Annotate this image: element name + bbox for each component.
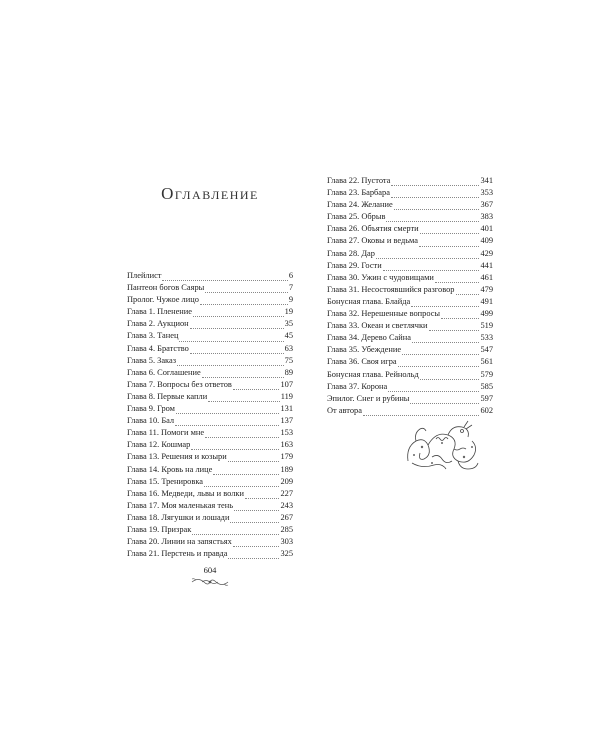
toc-entry	[327, 187, 493, 199]
toc-entry-page: 579	[480, 369, 493, 379]
toc-entry	[127, 464, 293, 476]
toc-entry	[327, 381, 493, 393]
toc-entry-title: Глава 8. Первые капли	[127, 391, 208, 401]
toc-entry	[127, 548, 293, 560]
toc-dot-leader	[162, 274, 287, 281]
toc-dot-leader	[176, 407, 279, 414]
toc-dot-leader	[175, 419, 279, 426]
toc-list-right	[327, 175, 493, 417]
page-footer	[127, 565, 293, 588]
toc-entry-page: 367	[480, 200, 493, 210]
toc-entry-page: 409	[480, 236, 493, 246]
toc-entry-page: 429	[480, 248, 493, 258]
toc-entry-title: Глава 5. Заказ	[127, 355, 177, 365]
toc-entry-page: 533	[480, 333, 493, 343]
page-title: Оглавление	[161, 184, 259, 203]
toc-entry	[127, 294, 293, 306]
toc-dot-leader	[394, 203, 480, 210]
toc-entry-title: Глава 1. Пленение	[127, 307, 192, 317]
toc-dot-leader	[191, 443, 279, 450]
toc-entry-page: 89	[284, 367, 293, 377]
toc-entry-page: 519	[480, 321, 493, 331]
toc-dot-leader	[402, 348, 479, 355]
toc-dot-leader	[411, 300, 479, 307]
toc-entry-page: 479	[480, 284, 493, 294]
toc-dot-leader	[234, 504, 279, 511]
toc-dot-leader	[190, 322, 284, 329]
toc-dot-leader	[441, 312, 479, 319]
toc-entry-page: 7	[288, 283, 293, 293]
toc-entry-title: Глава 26. Объятия смерти	[327, 224, 419, 234]
toc-entry-title: Глава 2. Аукцион	[127, 319, 189, 329]
toc-entry-page: 131	[280, 404, 293, 414]
toc-dot-leader	[233, 540, 280, 547]
toc-dot-leader	[245, 492, 280, 499]
toc-entry-page: 285	[280, 524, 293, 534]
toc-entry-title: Бонусная глава. Блайда	[327, 296, 411, 306]
toc-entry	[327, 344, 493, 356]
toc-dot-leader	[388, 385, 479, 392]
toc-entry-title: Глава 34. Дерево Сайна	[327, 333, 411, 343]
toc-dot-leader	[412, 336, 480, 343]
toc-entry	[327, 284, 493, 296]
toc-dot-leader	[205, 431, 279, 438]
toc-entry-title: Глава 9. Гром	[127, 404, 175, 414]
toc-dot-leader	[233, 383, 280, 390]
toc-entry-title: Глава 22. Пустота	[327, 176, 391, 185]
toc-entry-page: 491	[480, 296, 493, 306]
toc-entry-page: 209	[280, 476, 293, 486]
toc-entry	[127, 282, 293, 294]
toc-dot-leader	[429, 324, 480, 331]
toc-entry	[127, 270, 293, 282]
toc-entry-page: 179	[280, 452, 293, 462]
toc-entry-page: 75	[284, 355, 293, 365]
toc-entry	[127, 512, 293, 524]
toc-entry	[127, 488, 293, 500]
toc-entry-title: Глава 20. Линии на запястьях	[127, 537, 232, 547]
toc-entry	[327, 296, 493, 308]
toc-entry	[327, 332, 493, 344]
toc-entry-page: 303	[280, 537, 293, 547]
toc-entry-page: 267	[280, 512, 293, 522]
toc-dot-leader	[386, 215, 479, 222]
toc-entry-page: 383	[480, 212, 493, 222]
toc-entry-title: Глава 35. Убеждение	[327, 345, 402, 355]
toc-entry	[127, 403, 293, 415]
dragon-ornament-icon	[402, 417, 484, 475]
toc-entry-page: 63	[284, 343, 293, 353]
toc-entry	[327, 248, 493, 260]
toc-entry	[327, 308, 493, 320]
toc-entry-title: Глава 11. Помоги мне	[127, 428, 205, 438]
toc-entry-title: Глава 10. Бал	[127, 416, 175, 426]
toc-entry-title: Глава 12. Кошмар	[127, 440, 191, 450]
toc-entry	[327, 405, 493, 417]
toc-entry-page: 547	[480, 345, 493, 355]
toc-entry-title: Глава 16. Медведи, львы и волки	[127, 488, 244, 498]
toc-dot-leader	[204, 480, 279, 487]
toc-dot-leader	[230, 516, 279, 523]
page-number: 604	[203, 565, 217, 575]
toc-dot-leader	[208, 395, 280, 402]
toc-entry-page: 401	[480, 224, 493, 234]
toc-dot-leader	[190, 347, 284, 354]
toc-entry	[327, 260, 493, 272]
toc-dot-leader	[391, 179, 479, 186]
toc-entry	[127, 330, 293, 342]
toc-entry	[127, 439, 293, 451]
toc-entry	[327, 235, 493, 247]
toc-entry-title: Глава 37. Корона	[327, 381, 388, 391]
toc-entry-title: Пролог. Чужое лицо	[127, 295, 199, 305]
toc-entry	[327, 223, 493, 235]
toc-entry-page: 441	[480, 260, 493, 270]
toc-entry-page: 325	[280, 549, 293, 559]
flourish-ornament-icon	[190, 576, 230, 588]
toc-entry	[127, 306, 293, 318]
right-page	[327, 0, 493, 750]
toc-entry	[127, 318, 293, 330]
toc-entry-page: 6	[288, 271, 293, 280]
toc-dot-leader	[419, 240, 479, 247]
toc-entry-page: 153	[280, 428, 293, 438]
toc-entry-title: Глава 15. Тренировка	[127, 476, 203, 486]
toc-entry-title: Глава 18. Лягушки и лошади	[127, 512, 230, 522]
toc-entry-page: 341	[480, 176, 493, 185]
toc-list-left	[127, 270, 293, 560]
toc-entry-title: Глава 25. Обрыв	[327, 212, 386, 222]
toc-entry	[327, 175, 493, 187]
toc-entry-page: 189	[280, 464, 293, 474]
toc-dot-leader	[179, 335, 283, 342]
toc-entry-page: 119	[280, 391, 293, 401]
toc-entry-title: Бонусная глава. Рейнольд	[327, 369, 419, 379]
toc-dot-leader	[435, 276, 480, 283]
toc-dot-leader	[200, 298, 288, 305]
toc-entry-title: Пантеон богов Саяры	[127, 283, 205, 293]
toc-dot-leader	[213, 468, 279, 475]
toc-entry-page: 561	[480, 357, 493, 367]
toc-entry-title: Глава 28. Дар	[327, 248, 375, 258]
toc-entry	[327, 356, 493, 368]
toc-entry-title: Глава 19. Призрак	[127, 524, 192, 534]
toc-dot-leader	[177, 359, 284, 366]
toc-entry-page: 9	[288, 295, 293, 305]
toc-dot-leader	[410, 397, 479, 404]
toc-entry-title: Глава 33. Океан и светлячки	[327, 321, 428, 331]
toc-entry	[127, 524, 293, 536]
toc-entry	[127, 415, 293, 427]
toc-dot-leader	[228, 552, 279, 559]
toc-entry-title: Глава 4. Братство	[127, 343, 189, 353]
toc-entry-title: Глава 32. Нерешенные вопросы	[327, 309, 441, 319]
toc-entry	[327, 272, 493, 284]
toc-entry-page: 227	[280, 488, 293, 498]
left-page	[127, 0, 293, 750]
toc-entry-page: 461	[480, 272, 493, 282]
toc-entry	[127, 536, 293, 548]
toc-entry	[127, 343, 293, 355]
toc-entry-page: 19	[284, 307, 293, 317]
toc-dot-leader	[363, 409, 480, 416]
toc-entry-title: Глава 17. Моя маленькая тень	[127, 500, 234, 510]
toc-dot-leader	[205, 286, 288, 293]
toc-dot-leader	[376, 252, 479, 259]
toc-entry	[127, 355, 293, 367]
toc-entry-title: Глава 3. Танец	[127, 331, 179, 341]
toc-entry-page: 243	[280, 500, 293, 510]
toc-entry-title: Глава 14. Кровь на лице	[127, 464, 213, 474]
toc-entry	[327, 393, 493, 405]
toc-dot-leader	[391, 191, 480, 198]
toc-entry-page: 499	[480, 309, 493, 319]
toc-dot-leader	[456, 288, 480, 295]
toc-entry-title: Глава 31. Несостоявшийся разговор	[327, 284, 455, 294]
toc-entry-title: Глава 7. Вопросы без ответов	[127, 379, 232, 389]
toc-dot-leader	[193, 310, 284, 317]
toc-entry-title: Глава 36. Своя игра	[327, 357, 397, 367]
toc-entry-title: Плейлист	[127, 271, 162, 280]
toc-entry-title: Глава 29. Гости	[327, 260, 382, 270]
toc-entry-title: Глава 24. Желание	[327, 200, 393, 210]
toc-entry-title: Глава 30. Ужин с чудовищами	[327, 272, 434, 282]
toc-entry-page: 597	[480, 393, 493, 403]
toc-dot-leader	[398, 360, 480, 367]
toc-entry	[127, 451, 293, 463]
toc-entry-title: Глава 23. Барбара	[327, 188, 390, 198]
toc-entry-title: Глава 27. Оковы и ведьма	[327, 236, 419, 246]
toc-entry-title: Эпилог. Снег и рубины	[327, 393, 410, 403]
toc-entry-page: 35	[284, 319, 293, 329]
toc-dot-leader	[420, 373, 480, 380]
toc-entry-page: 585	[480, 381, 493, 391]
toc-dot-leader	[202, 371, 284, 378]
toc-entry-page: 602	[480, 405, 493, 415]
toc-dot-leader	[383, 264, 480, 271]
toc-entry	[327, 369, 493, 381]
toc-entry-title: Глава 13. Решения и козыри	[127, 452, 227, 462]
toc-entry-title: От автора	[327, 405, 362, 415]
toc-entry	[127, 476, 293, 488]
toc-entry-page: 137	[280, 416, 293, 426]
toc-entry	[127, 427, 293, 439]
toc-dot-leader	[228, 455, 280, 462]
toc-entry	[127, 391, 293, 403]
toc-entry-page: 353	[480, 188, 493, 198]
toc-entry-page: 45	[284, 331, 293, 341]
toc-entry-title: Глава 6. Соглашение	[127, 367, 201, 377]
toc-entry	[327, 320, 493, 332]
toc-dot-leader	[420, 227, 480, 234]
toc-entry	[127, 367, 293, 379]
toc-entry	[127, 379, 293, 391]
toc-entry-title: Глава 21. Перстень и правда	[127, 549, 228, 559]
toc-entry-page: 107	[280, 379, 293, 389]
toc-entry	[127, 500, 293, 512]
toc-entry-page: 163	[280, 440, 293, 450]
toc-entry	[327, 211, 493, 223]
toc-dot-leader	[192, 528, 279, 535]
toc-entry	[327, 199, 493, 211]
